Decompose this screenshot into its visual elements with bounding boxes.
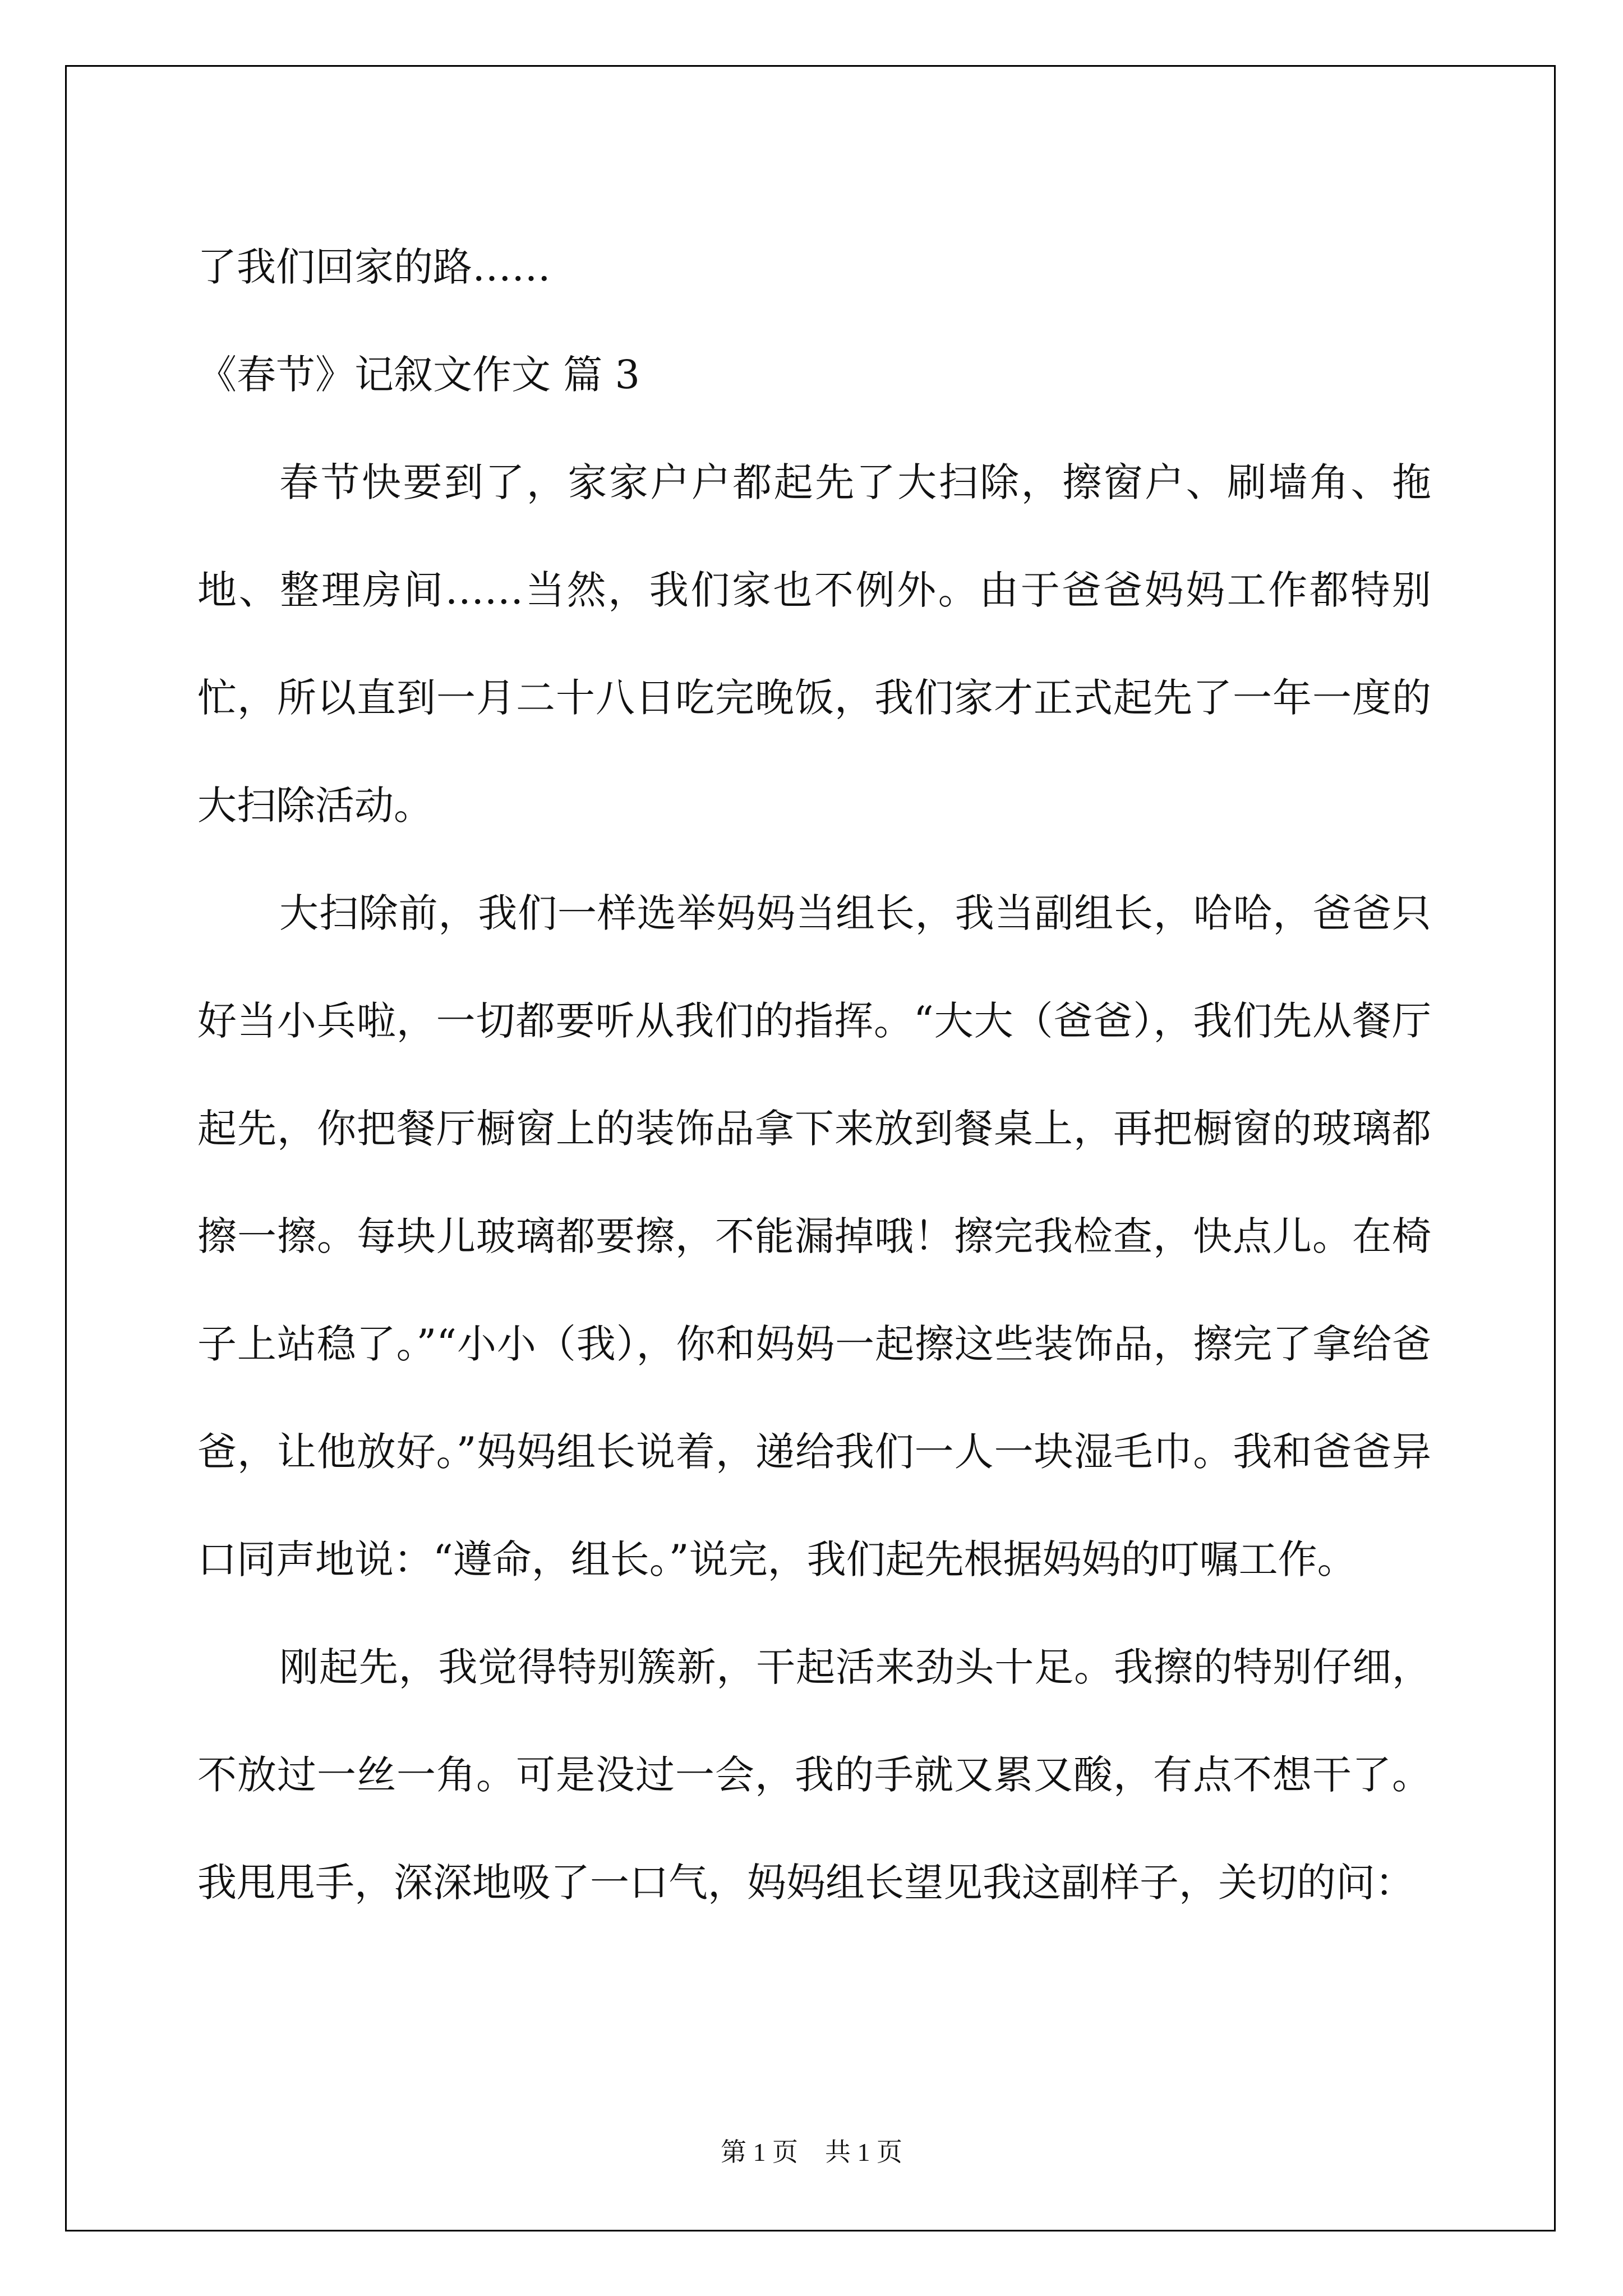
document-body	[197, 213, 1431, 1936]
essay-heading: 《春节》记叙文作文 篇 3	[197, 352, 640, 398]
page-number: 第 1 页	[721, 2138, 798, 2166]
paragraph-1: 春节快要到了，家家户户都起先了大扫除，擦窗户、刷墙角、拖地、整理房间……当然，我们家也不例外。由于爸爸妈妈工作都特别忙，所以直到一月二十八日吃完晚饭，我们家才正式起先了一年一度的大扫除活动。	[197, 459, 1431, 829]
page-total: 共 1 页	[825, 2138, 902, 2166]
continued-text-line: 了我们回家的路……	[197, 244, 551, 290]
paragraph-3: 刚起先，我觉得特别簇新，干起活来劲头十足。我擦的特别仔细，不放过一丝一角。可是没过一会，我的手就又累又酸，有点不想干了。我甩甩手，深深地吸了一口气，妈妈组长望见我这副样子，关切的问：	[197, 1644, 1431, 1906]
page-footer	[0, 2132, 1623, 2169]
paragraph-2: 大扫除前，我们一样选举妈妈当组长，我当副组长，哈哈，爸爸只好当小兵啦，一切都要听从我们的指挥。“大大（爸爸），我们先从餐厅起先，你把餐厅橱窗上的装饰品拿下来放到餐桌上，再把橱窗的玻璃都擦一擦。每块儿玻璃都要擦，不能漏掉哦！擦完我检查，快点儿。在椅子上站稳了。”“小小（我），你和妈妈一起擦这些装饰品，擦完了拿给爸爸，让他放好。”妈妈组长说着，递给我们一人一块湿毛巾。我和爸爸异口同声地说：“遵命，组长。”说完，我们起先根据妈妈的叮嘱工作。	[197, 890, 1431, 1582]
